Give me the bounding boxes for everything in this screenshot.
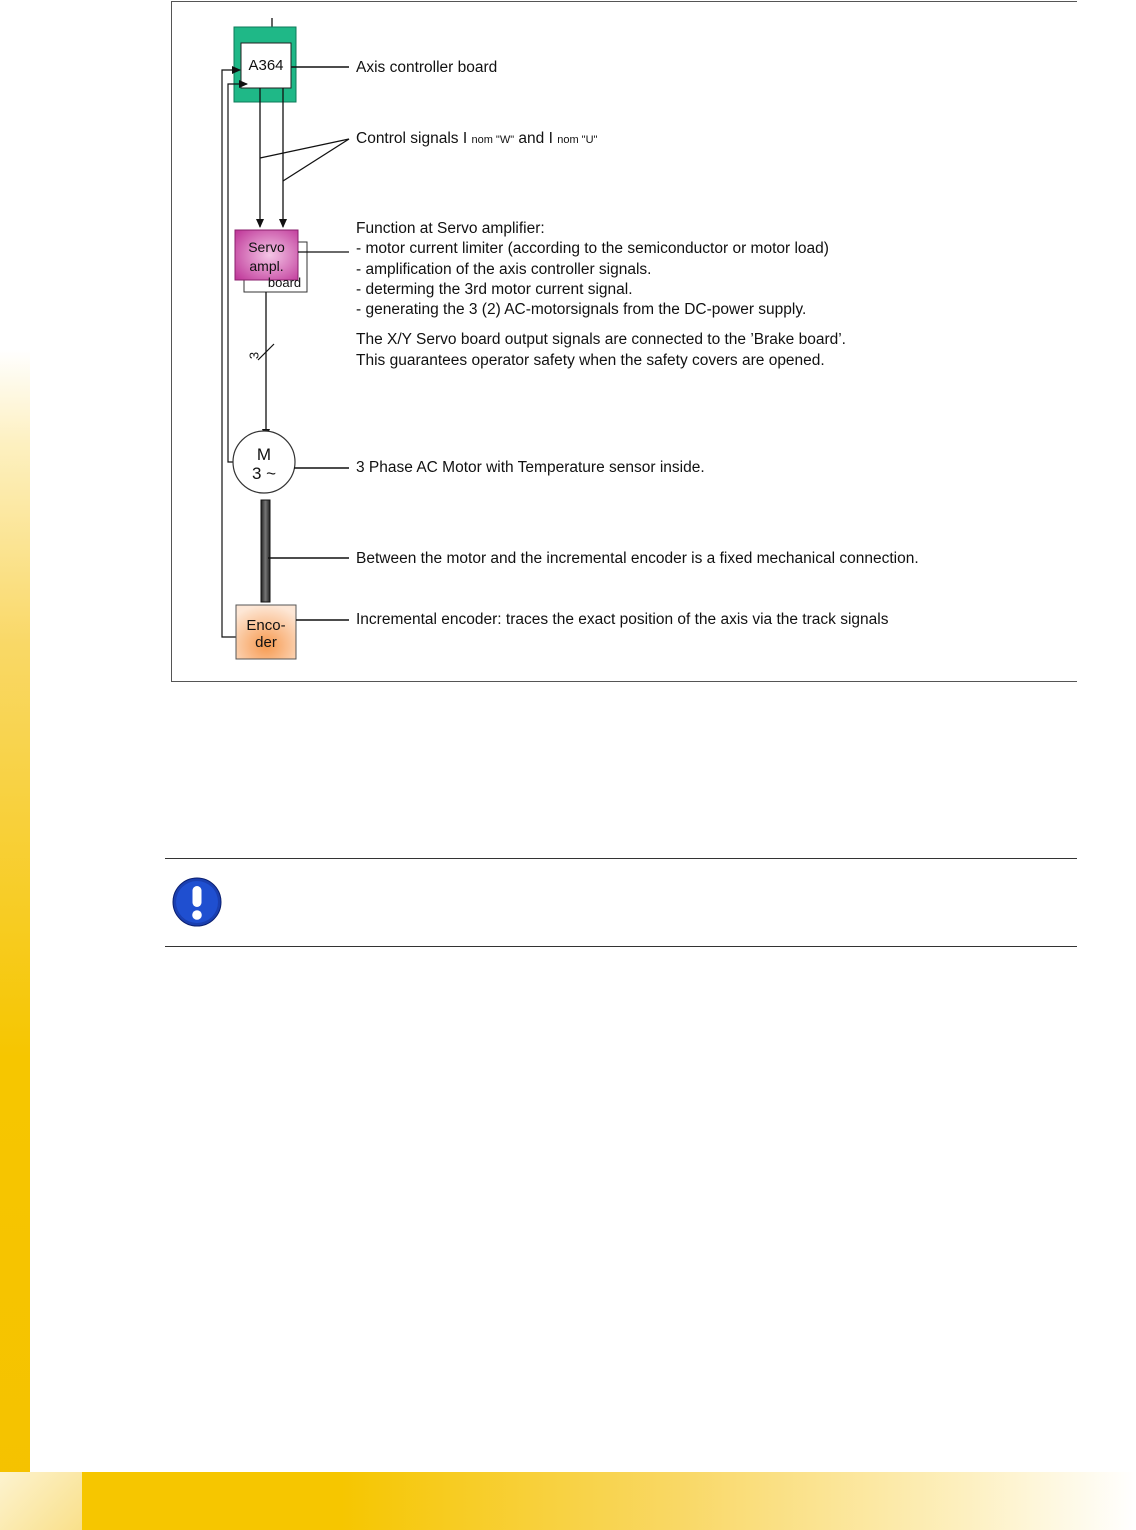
- wire-count-label: 3: [246, 351, 262, 360]
- motor-label-line1: M: [256, 445, 272, 464]
- axis-controller-label: Axis controller board: [356, 59, 498, 76]
- servo-label-line2: ampl.: [249, 258, 284, 274]
- note-bottom-rule: [165, 946, 1077, 947]
- control-signals-sub-u: nom "U": [557, 134, 598, 146]
- mechanical-shaft: [261, 500, 270, 602]
- control-signals-prefix: Control signals I: [356, 130, 468, 147]
- motor-description: 3 Phase AC Motor with Temperature sensor inside.: [356, 459, 705, 476]
- servo-function-item: - determing the 3rd motor current signal.: [356, 281, 633, 298]
- brake-board-note-line1: The X/Y Servo board output signals are connected to the ’Brake board’.: [356, 331, 846, 348]
- encoder-label-line1: Enco-: [246, 617, 286, 634]
- signal-flow-diagram: [0, 0, 1136, 700]
- servo-function-item: - amplification of the axis controller signals.: [356, 261, 652, 278]
- control-signals-label: [356, 129, 597, 150]
- brake-board-note-line2: This guarantees operator safety when the safety covers are opened.: [356, 352, 825, 369]
- controller-label: A364: [248, 57, 284, 74]
- servo-function-item: - motor current limiter (according to the semiconductor or motor load): [356, 240, 829, 257]
- encoder-label-line2: der: [255, 634, 277, 651]
- control-signals-sub-w: nom "W": [471, 134, 515, 146]
- exclamation-icon: [171, 877, 223, 929]
- bottom-corner-decoration: [0, 1472, 82, 1530]
- encoder-description: Incremental encoder: traces the exact position of the axis via the track signals: [356, 611, 889, 628]
- servo-function-item: - generating the 3 (2) AC-motorsignals from the DC-power supply.: [356, 301, 807, 318]
- bottom-decoration-bar: [0, 1472, 1136, 1530]
- servo-function-title: Function at Servo amplifier:: [356, 220, 545, 237]
- motor-label-line2: 3 ~: [251, 464, 277, 483]
- note-top-rule: [165, 858, 1077, 859]
- servo-back-label: board: [267, 276, 302, 289]
- servo-label-line1: Servo: [248, 239, 285, 255]
- leader-control-signal-w: [260, 139, 349, 158]
- control-signals-and: and I: [518, 130, 553, 147]
- encoder-feedback-line: [222, 70, 240, 637]
- leader-control-signal-u: [283, 139, 349, 181]
- shaft-description: Between the motor and the incremental encoder is a fixed mechanical connection.: [356, 550, 919, 567]
